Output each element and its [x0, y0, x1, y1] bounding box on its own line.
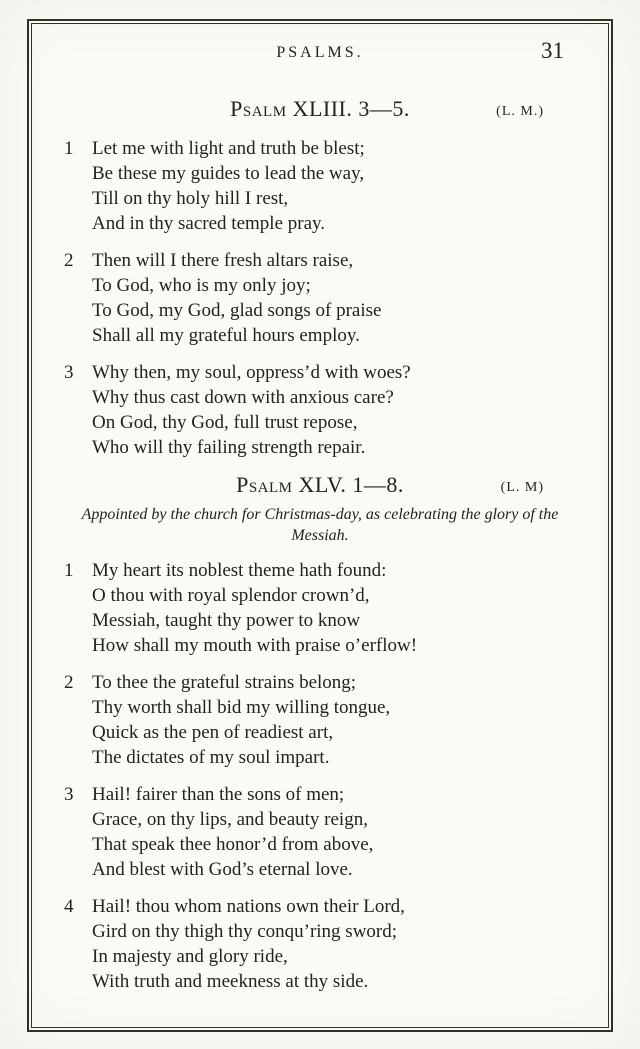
page-border-inner: [31, 23, 609, 1028]
verse: [64, 136, 578, 236]
verse: [64, 360, 578, 460]
meter-label: (L. M.): [496, 98, 544, 120]
psalm-heading-row: [62, 472, 578, 500]
verse-number: 2: [64, 250, 74, 271]
page-number: 31: [541, 38, 564, 63]
verse-number: 4: [64, 896, 74, 917]
verse-line: To God, my God, glad songs of praise: [92, 300, 382, 321]
verse-number: 1: [64, 560, 74, 581]
verse-line: Shall all my grateful hours employ.: [92, 325, 360, 346]
verse-line: Quick as the pen of readiest art,: [92, 722, 334, 743]
verse-line: On God, thy God, full trust repose,: [92, 412, 358, 433]
psalm-note: Appointed by the church for Christmas-day, as celebrating the glory of the Messiah.: [81, 506, 559, 544]
verse-line: To thee the grateful strains belong;: [92, 672, 357, 693]
verse: [64, 558, 578, 658]
running-title: PSALMS.: [276, 44, 364, 61]
verse-line: To God, who is my only joy;: [92, 275, 311, 296]
psalm-title: Psalm XLV. 1—8.: [236, 472, 404, 497]
verse-lines: [92, 558, 578, 658]
verse-line: Grace, on thy lips, and beauty reign,: [92, 809, 368, 830]
verse-line: My heart its noblest theme hath found:: [92, 560, 387, 581]
verse-line: Hail! thou whom nations own their Lord,: [92, 896, 405, 917]
verse-line: And in thy sacred temple pray.: [92, 213, 326, 234]
psalm-title: Psalm XLIII. 3—5.: [230, 96, 410, 121]
verse-line: Thy worth shall bid my willing tongue,: [92, 697, 391, 718]
page-header: [62, 38, 578, 70]
verse-line: Messiah, taught thy power to know: [92, 610, 361, 631]
verse-number: 3: [64, 784, 74, 805]
verse-lines: [92, 248, 578, 348]
verse-line: That speak thee honor’d from above,: [92, 834, 374, 855]
verse-line: The dictates of my soul impart.: [92, 747, 330, 768]
verse-lines: [92, 894, 578, 994]
verse: [64, 670, 578, 770]
psalm-heading-row: [62, 96, 578, 124]
verse-line: Why thus cast down with anxious care?: [92, 387, 394, 408]
verse-number: 2: [64, 672, 74, 693]
verse-lines: [92, 360, 578, 460]
page-border-outer: [27, 19, 613, 1032]
verse-line: Be these my guides to lead the way,: [92, 163, 365, 184]
verse-lines: [92, 136, 578, 236]
meter-label: (L. M): [500, 474, 544, 496]
verse-line: And blest with God’s eternal love.: [92, 859, 353, 880]
verse-lines: [92, 670, 578, 770]
verse-number: 1: [64, 138, 74, 159]
verse-line: In majesty and glory ride,: [92, 946, 288, 967]
verse-line: Then will I there fresh altars raise,: [92, 250, 354, 271]
verse: [64, 894, 578, 994]
verse-line: O thou with royal splendor crown’d,: [92, 585, 370, 606]
verse: [64, 248, 578, 348]
verse-line: Gird on thy thigh thy conqu’ring sword;: [92, 921, 398, 942]
verse-line: Hail! fairer than the sons of men;: [92, 784, 345, 805]
verse-line: How shall my mouth with praise o’erflow!: [92, 635, 418, 656]
verse-line: Who will thy failing strength repair.: [92, 437, 366, 458]
verse: [64, 782, 578, 882]
verse-lines: [92, 782, 578, 882]
verse-number: 3: [64, 362, 74, 383]
verse-line: With truth and meekness at thy side.: [92, 971, 369, 992]
verse-line: Let me with light and truth be blest;: [92, 138, 365, 159]
verse-line: Why then, my soul, oppress’d with woes?: [92, 362, 411, 383]
verse-line: Till on thy holy hill I rest,: [92, 188, 289, 209]
page-content: [32, 24, 608, 1027]
